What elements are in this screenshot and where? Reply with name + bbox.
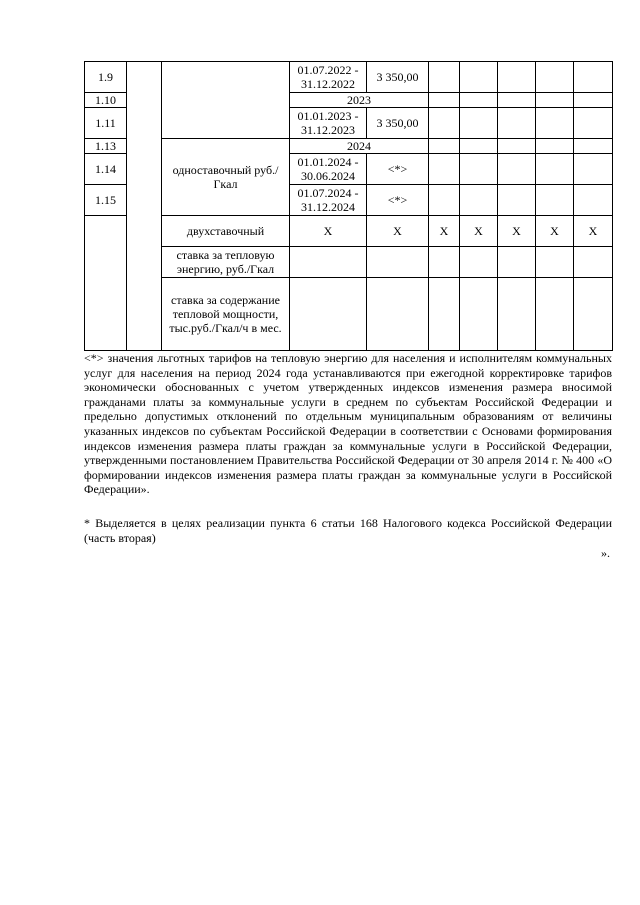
row-number: 1.10 bbox=[85, 93, 127, 108]
x-mark: Х bbox=[367, 216, 429, 247]
period-cell: 01.01.2024 - 30.06.2024 bbox=[290, 154, 367, 185]
empty-cell bbox=[367, 278, 429, 351]
two-part-tariff-label: двухставочный bbox=[162, 216, 290, 247]
empty-cell bbox=[536, 62, 574, 93]
empty-cell bbox=[429, 185, 460, 216]
empty-cell bbox=[536, 93, 574, 108]
empty-cell bbox=[460, 185, 498, 216]
empty-cell bbox=[460, 278, 498, 351]
empty-cell bbox=[460, 154, 498, 185]
x-mark: Х bbox=[429, 216, 460, 247]
tariff-value: 3 350,00 bbox=[367, 108, 429, 139]
empty-cell bbox=[498, 93, 536, 108]
tariff-value: <*> bbox=[367, 154, 429, 185]
empty-cell bbox=[574, 154, 613, 185]
empty-cell bbox=[460, 108, 498, 139]
empty-cell bbox=[162, 62, 290, 139]
empty-cell bbox=[460, 93, 498, 108]
empty-cell bbox=[367, 247, 429, 278]
row-number: 1.9 bbox=[85, 62, 127, 93]
empty-cell bbox=[574, 185, 613, 216]
row-number: 1.14 bbox=[85, 154, 127, 185]
empty-cell bbox=[574, 108, 613, 139]
empty-cell bbox=[290, 278, 367, 351]
table-row bbox=[85, 216, 613, 247]
empty-cell bbox=[460, 62, 498, 93]
empty-cell bbox=[574, 247, 613, 278]
empty-cell bbox=[290, 247, 367, 278]
tariff-value: 3 350,00 bbox=[367, 62, 429, 93]
empty-cell bbox=[429, 93, 460, 108]
empty-cell bbox=[574, 62, 613, 93]
table-row bbox=[85, 62, 613, 93]
x-mark: Х bbox=[498, 216, 536, 247]
heat-rate-label: ставка за тепловую энергию, руб./Гкал bbox=[162, 247, 290, 278]
capacity-rate-label: ставка за содержание тепловой мощности, тыс.руб./Гкал/ч в мес. bbox=[162, 278, 290, 351]
table-row bbox=[85, 139, 613, 154]
tariff-table bbox=[84, 61, 613, 351]
empty-cell bbox=[498, 278, 536, 351]
empty-cell bbox=[429, 139, 460, 154]
year-cell: 2024 bbox=[290, 139, 429, 154]
empty-cell bbox=[574, 278, 613, 351]
empty-cell bbox=[536, 108, 574, 139]
empty-cell bbox=[127, 62, 162, 351]
row-number: 1.15 bbox=[85, 185, 127, 216]
empty-cell bbox=[536, 247, 574, 278]
x-mark: Х bbox=[574, 216, 613, 247]
empty-cell bbox=[429, 247, 460, 278]
period-cell: 01.07.2024 - 31.12.2024 bbox=[290, 185, 367, 216]
empty-cell bbox=[498, 139, 536, 154]
x-mark: Х bbox=[536, 216, 574, 247]
empty-cell bbox=[498, 108, 536, 139]
empty-cell bbox=[498, 154, 536, 185]
empty-cell bbox=[498, 62, 536, 93]
empty-cell bbox=[498, 247, 536, 278]
table-row bbox=[85, 278, 613, 351]
empty-cell bbox=[429, 154, 460, 185]
empty-cell bbox=[85, 216, 127, 351]
empty-cell bbox=[429, 278, 460, 351]
period-cell: 01.01.2023 - 31.12.2023 bbox=[290, 108, 367, 139]
empty-cell bbox=[574, 93, 613, 108]
empty-cell bbox=[460, 247, 498, 278]
empty-cell bbox=[536, 139, 574, 154]
closing-quote: ». bbox=[601, 546, 610, 560]
row-number: 1.11 bbox=[85, 108, 127, 139]
tax-footnote: * Выделяется в целях реализации пункта 6 статьи 168 Налогового кодекса Российской Федерации (часть вторая) bbox=[84, 516, 612, 545]
row-number: 1.13 bbox=[85, 139, 127, 154]
single-part-tariff-label: одноставочный руб./Гкал bbox=[162, 139, 290, 216]
table-row bbox=[85, 247, 613, 278]
period-cell: 01.07.2022 - 31.12.2022 bbox=[290, 62, 367, 93]
empty-cell bbox=[460, 139, 498, 154]
empty-cell bbox=[498, 185, 536, 216]
empty-cell bbox=[536, 154, 574, 185]
empty-cell bbox=[536, 185, 574, 216]
x-mark: Х bbox=[290, 216, 367, 247]
empty-cell bbox=[574, 139, 613, 154]
year-cell: 2023 bbox=[290, 93, 429, 108]
star-footnote: <*> значения льготных тарифов на тепловую энергию для населения и исполнителям коммунальных услуг для населения на период 2024 года устанавливаются при ежегодной корректировке тарифов экономически обоснованных с учетом утвержденных индексов изменения размера вносимой гражданами платы за коммунальные услуги в среднем по субъектам Российской Федерации и предельно допустимых отклонений по отдельным муниципальным образованиям от величины указанных индексов по субъектам Российской Федерации в соответствии с Основами формирования индексов изменения размера платы граждан за коммунальные услуги в Российской Федерации, утвержденными постановлением Правительства Российской Федерации от 30 апреля 2014 г. № 400 «О формировании индексов изменения размера платы граждан за коммунальные услуги в Российской Федерации». bbox=[84, 351, 612, 497]
empty-cell bbox=[429, 62, 460, 93]
empty-cell bbox=[536, 278, 574, 351]
empty-cell bbox=[429, 108, 460, 139]
tariff-value: <*> bbox=[367, 185, 429, 216]
x-mark: Х bbox=[460, 216, 498, 247]
